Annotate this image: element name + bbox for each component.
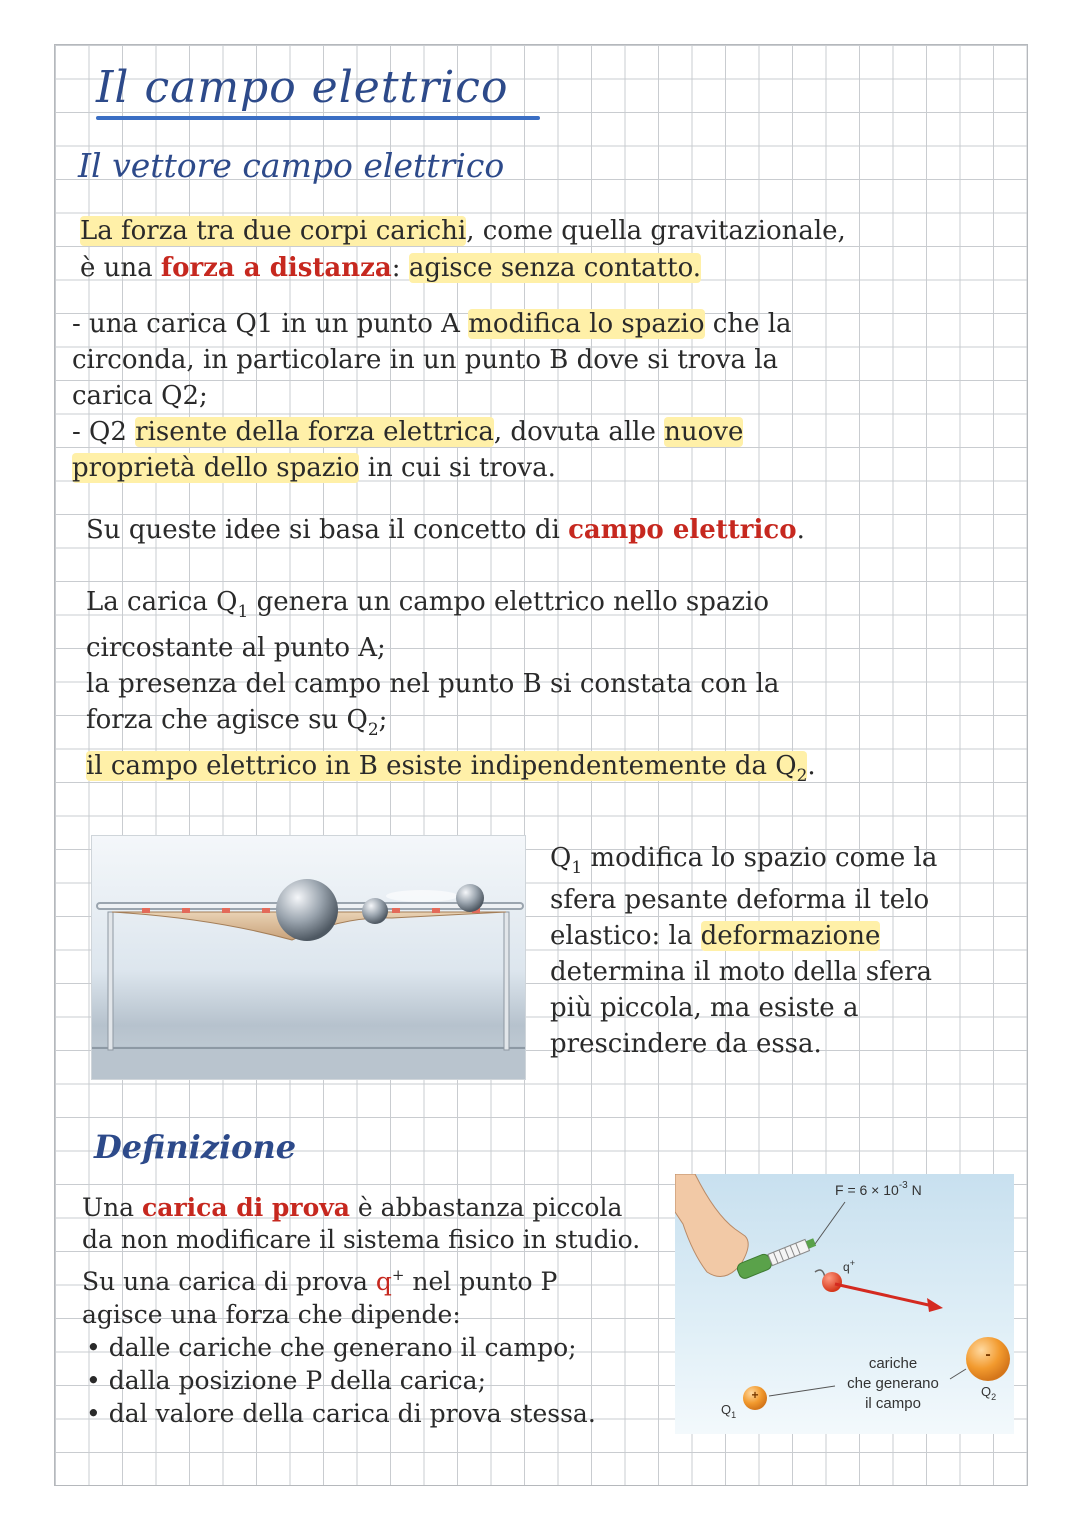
analogy-line-3: elastico: la deformazione	[550, 921, 881, 951]
intro-line-1: La forza tra due corpi carichi, come quella gravitazionale,	[80, 216, 846, 246]
definition-line-4: agisce una forza che dipende:	[82, 1300, 461, 1329]
analogy-line-5: più piccola, ma esiste a	[550, 993, 859, 1023]
point-line-5: proprietà dello spazio in cui si trova.	[72, 453, 556, 483]
q1-sign: +	[751, 1388, 759, 1402]
field-line-5: il campo elettrico in B esiste indipendentemente da $Q_2$.	[86, 751, 816, 786]
field-line-2: circostante al punto A;	[86, 633, 386, 663]
intro-highlight-2: agisce senza contatto.	[408, 253, 702, 283]
analogy-line-2: sfera pesante deforma il telo	[550, 885, 930, 915]
q2-sign: -	[985, 1346, 991, 1363]
definition-line-2: da non modificare il sistema fisico in studio.	[82, 1225, 641, 1254]
definition-bullet-2: • dalla posizione P della carica;	[86, 1366, 486, 1395]
definition-line-3: Su una carica di prova q+ nel punto P	[82, 1266, 558, 1296]
test-charge-label: q+	[843, 1258, 855, 1274]
force-label: $F = 6 \times 10^{-3}$ N	[835, 1180, 922, 1198]
definition-line-1: Una carica di prova è abbastanza piccola	[82, 1193, 623, 1222]
point-line-1: - una carica Q1 in un punto A modifica lo spazio che la	[72, 309, 792, 339]
point-line-4: - Q2 risente della forza elettrica, dovuta alle nuove	[72, 417, 744, 447]
test-charge-term: carica di prova	[142, 1193, 350, 1222]
bullet-icon: •	[86, 1366, 101, 1395]
definition-heading: Definizione	[94, 1128, 297, 1166]
bullet-icon: •	[86, 1399, 101, 1428]
field-highlight: il campo elettrico in B esiste indipendentemente da $Q_2$	[86, 751, 808, 786]
intro-red-term: forza a distanza	[160, 253, 392, 283]
intro-line-2: è una forza a distanza: agisce senza contatto.	[80, 253, 702, 283]
field-line-1: La carica $Q_1$ genera un campo elettrico nello spazio	[86, 587, 770, 622]
trampoline-drawing	[92, 836, 525, 1079]
definition-bullet-3: • dal valore della carica di prova stessa.	[86, 1399, 596, 1428]
field-line-3: la presenza del campo nel punto B si constata con la	[86, 669, 780, 699]
title-underline	[96, 116, 540, 120]
point-line-2: circonda, in particolare in un punto B dove si trova la	[72, 345, 779, 375]
q2-label: $Q_2$	[981, 1384, 997, 1402]
field-line-4: forza che agisce su $Q_2$;	[86, 705, 388, 740]
source-charges-caption: cariche che generano il campo	[847, 1355, 939, 1412]
section-subtitle: Il vettore campo elettrico	[78, 146, 505, 185]
concept-red-term: campo elettrico	[568, 515, 797, 545]
trampoline-illustration	[91, 835, 526, 1080]
analogy-line-6: prescindere da essa.	[550, 1029, 822, 1059]
definition-bullet-1: • dalle cariche che generano il campo;	[86, 1333, 577, 1362]
concept-line: Su queste idee si basa il concetto di campo elettrico.	[86, 515, 805, 545]
point-line-3: carica Q2;	[72, 381, 208, 411]
page-title: Il campo elettrico	[96, 62, 509, 113]
q1-label: $Q_1$	[721, 1402, 737, 1420]
bullet-icon: •	[86, 1333, 101, 1362]
analogy-line-4: determina il moto della sfera	[550, 957, 933, 987]
intro-highlight-1: La forza tra due corpi carichi	[80, 216, 467, 246]
test-charge-diagram	[675, 1174, 1014, 1434]
analogy-line-1: $Q_1$ modifica lo spazio come la	[550, 843, 938, 878]
